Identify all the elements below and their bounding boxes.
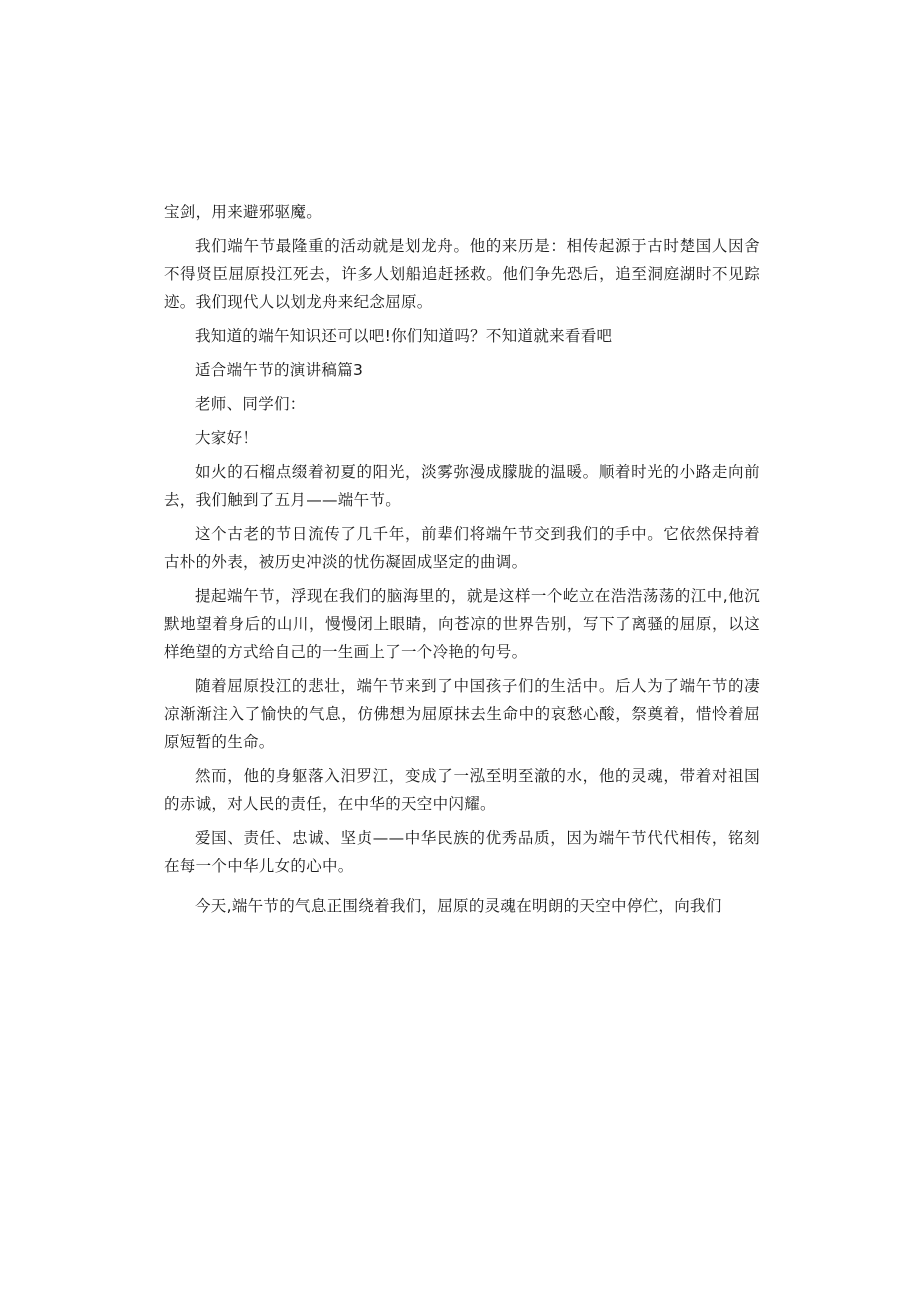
paragraph-virtues: 爱国、责任、忠诚、坚贞——中华民族的优秀品质，因为端午节代代相传，铭刻在每一个中华儿女的心中。 [164, 829, 760, 875]
paragraph-miluo-river: 然而，他的身躯落入汨罗江，变成了一泓至明至澈的水，他的灵魂，带着对祖国的赤诚，对人民的责任，在中华的天空中闪耀。 [164, 767, 760, 813]
paragraph-pomegranate: 如火的石榴点缀着初夏的阳光，淡雾弥漫成朦胧的温暖。顺着时光的小路走向前去，我们触到了五月——端午节。 [164, 463, 760, 509]
paragraph-qu-yuan: 提起端午节，浮现在我们的脑海里的，就是这样一个屹立在浩浩荡荡的江中,他沉默地望着身后的山川，慢慢闭上眼睛，向苍凉的世界告别，写下了离骚的屈原，以这样绝望的方式给自己的一生画上了一个冷艳的句号。 [164, 587, 760, 661]
paragraph-knowledge: 我知道的端午知识还可以吧!你们知道吗？不知道就来看看吧 [195, 327, 613, 345]
paragraph-continuation: 宝剑，用来避邪驱魔。 [164, 203, 323, 221]
document-body [164, 198, 760, 926]
paragraph-ancient-festival: 这个古老的节日流传了几千年，前辈们将端午节交到我们的手中。它依然保持着古朴的外表，被历史冲淡的忧伤凝固成坚定的曲调。 [164, 525, 760, 571]
salutation: 老师、同学们： [195, 395, 306, 413]
greeting: 大家好！ [195, 429, 259, 447]
paragraph-dragon-boat: 我们端午节最隆重的活动就是划龙舟。他的来历是：相传起源于古时楚国人因舍不得贤臣屈原投江死去，许多人划船追赶拯救。他们争先恐后，追至洞庭湖时不见踪迹。我们现代人以划龙舟来纪念屈原。 [164, 237, 760, 311]
paragraph-tragedy: 随着屈原投江的悲壮，端午节来到了中国孩子们的生活中。后人为了端午节的凄凉渐渐注入了愉快的气息，仿佛想为屈原抹去生命中的哀愁心酸，祭奠着，惜怜着屈原短暂的生命。 [164, 677, 760, 751]
section-heading: 适合端午节的演讲稿篇3 [195, 361, 364, 379]
paragraph-today: 今天,端午节的气息正围绕着我们，屈原的灵魂在明朗的天空中停伫，向我们 [195, 897, 722, 915]
